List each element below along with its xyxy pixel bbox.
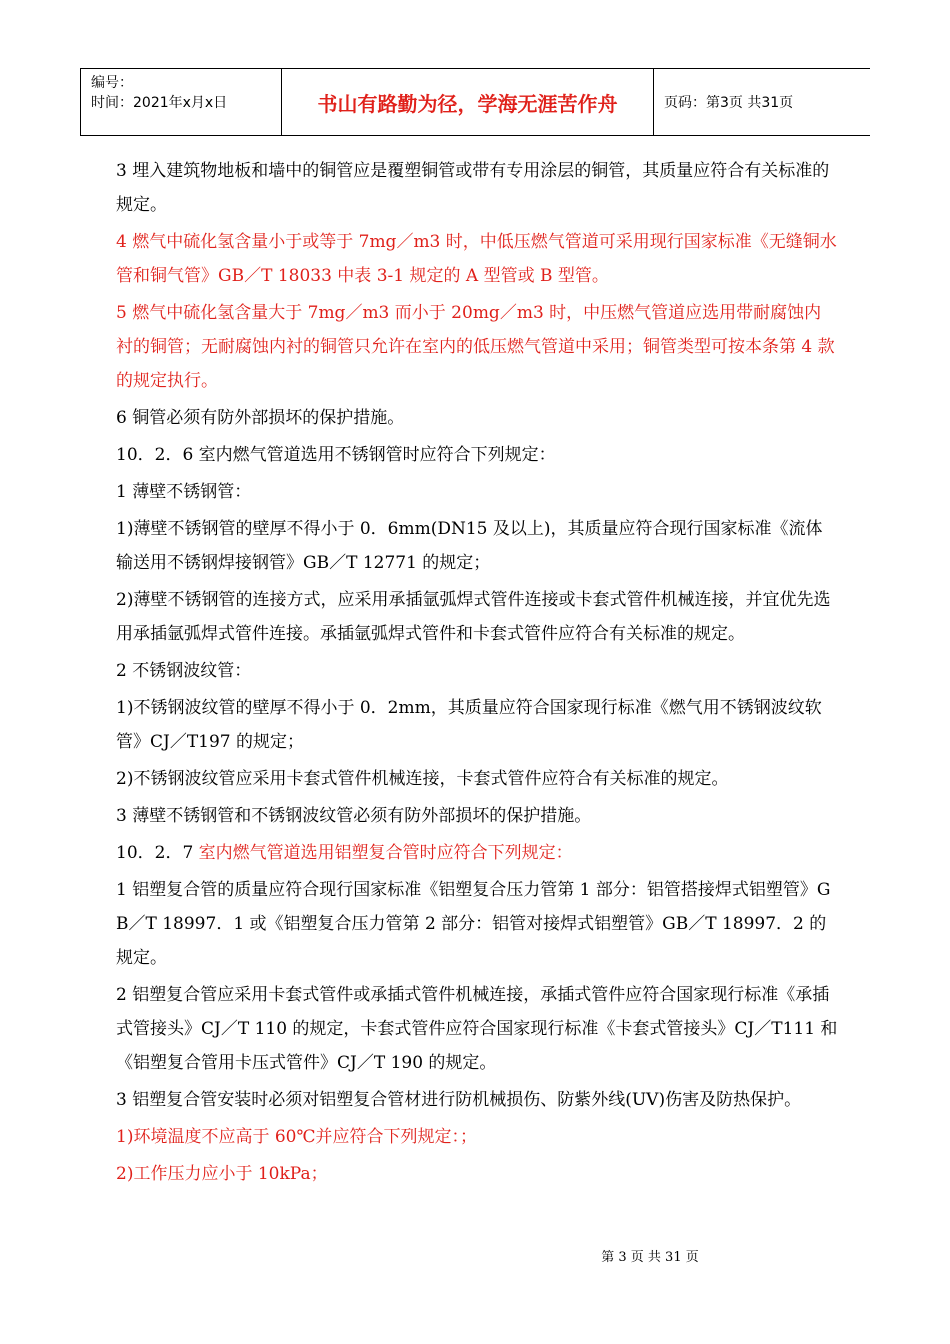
paragraph: 3 薄壁不锈钢管和不锈钢波纹管必须有防外部损坏的保护措施。	[116, 806, 592, 826]
section-title: 室内燃气管道选用铝塑复合管时应符合下列规定：	[198, 843, 573, 863]
section-heading-10-2-7	[116, 836, 838, 870]
paragraph: 1 薄壁不锈钢管：	[116, 482, 252, 502]
document-body	[116, 154, 838, 1194]
paragraph: 2)工作压力应小于 10kPa；	[116, 1164, 328, 1184]
paragraph: 4 燃气中硫化氢含量小于或等于 7mg／m3 时，中低压燃气管道可采用现行国家标准《无缝铜水管和铜气管》GB／T 18033 中表 3-1 规定的 A 型管或 B 型管。	[116, 232, 837, 286]
paragraph: 2 不锈钢波纹管：	[116, 661, 252, 681]
page-header	[80, 68, 870, 136]
footer-page-number: 第 3 页 共 31 页	[601, 1250, 699, 1265]
section-number: 10．2．7	[116, 843, 199, 863]
header-motto: 书山有路勤为径，学海无涯苦作舟	[282, 69, 654, 135]
paragraph: 2)薄壁不锈钢管的连接方式，应采用承插氩弧焊式管件连接或卡套式管件机械连接，并宜优先选用承插氩弧焊式管件连接。承插氩弧焊式管件和卡套式管件应符合有关标准的规定。	[116, 590, 831, 644]
paragraph: 5 燃气中硫化氢含量大于 7mg／m3 而小于 20mg／m3 时，中压燃气管道应选用带耐腐蚀内衬的铜管；无耐腐蚀内衬的铜管只允许在室内的低压燃气管道中采用；铜管类型可按本条第 4 款的规定执行。	[116, 303, 835, 391]
paragraph: 3 铝塑复合管安装时必须对铝塑复合管材进行防机械损伤、防紫外线(UV)伤害及防热保护。	[116, 1090, 802, 1110]
paragraph: 6 铜管必须有防外部损坏的保护措施。	[116, 408, 405, 428]
paragraph: 1 铝塑复合管的质量应符合现行国家标准《铝塑复合压力管第 1 部分：铝管搭接焊式铝塑管》GB／T 18997．1 或《铝塑复合压力管第 2 部分：铝管对接焊式铝塑管》GB／T 18997．2 的规定。	[116, 880, 831, 968]
paragraph: 1)薄壁不锈钢管的壁厚不得小于 0．6mm(DN15 及以上)，其质量应符合现行国家标准《流体输送用不锈钢焊接钢管》GB／T 12771 的规定；	[116, 519, 823, 573]
section-heading-10-2-6: 10．2．6 室内燃气管道选用不锈钢管时应符合下列规定：	[116, 445, 556, 465]
paragraph: 1)不锈钢波纹管的壁厚不得小于 0．2mm，其质量应符合国家现行标准《燃气用不锈钢波纹软管》CJ／T197 的规定；	[116, 698, 822, 752]
paragraph: 2 铝塑复合管应采用卡套式管件或承插式管件机械连接，承插式管件应符合国家现行标准《承插式管接头》CJ／T 110 的规定，卡套式管件应符合国家现行标准《卡套式管接头》CJ／T111 和《铝塑复合管用卡压式管件》CJ／T 190 的规定。	[116, 985, 838, 1073]
paragraph: 2)不锈钢波纹管应采用卡套式管件机械连接，卡套式管件应符合有关标准的规定。	[116, 769, 729, 789]
header-page-info: 页码：第3页 共31页	[664, 95, 794, 111]
document-number-label: 编号：	[91, 75, 133, 91]
document-time-label: 时间：2021年x月x日	[91, 95, 228, 111]
paragraph: 3 埋入建筑物地板和墙中的铜管应是覆塑铜管或带有专用涂层的铜管，其质量应符合有关标准的规定。	[116, 161, 830, 215]
paragraph: 1)环境温度不应高于 60℃并应符合下列规定：；	[116, 1127, 478, 1147]
page-footer	[0, 1246, 950, 1265]
header-meta	[80, 69, 282, 135]
